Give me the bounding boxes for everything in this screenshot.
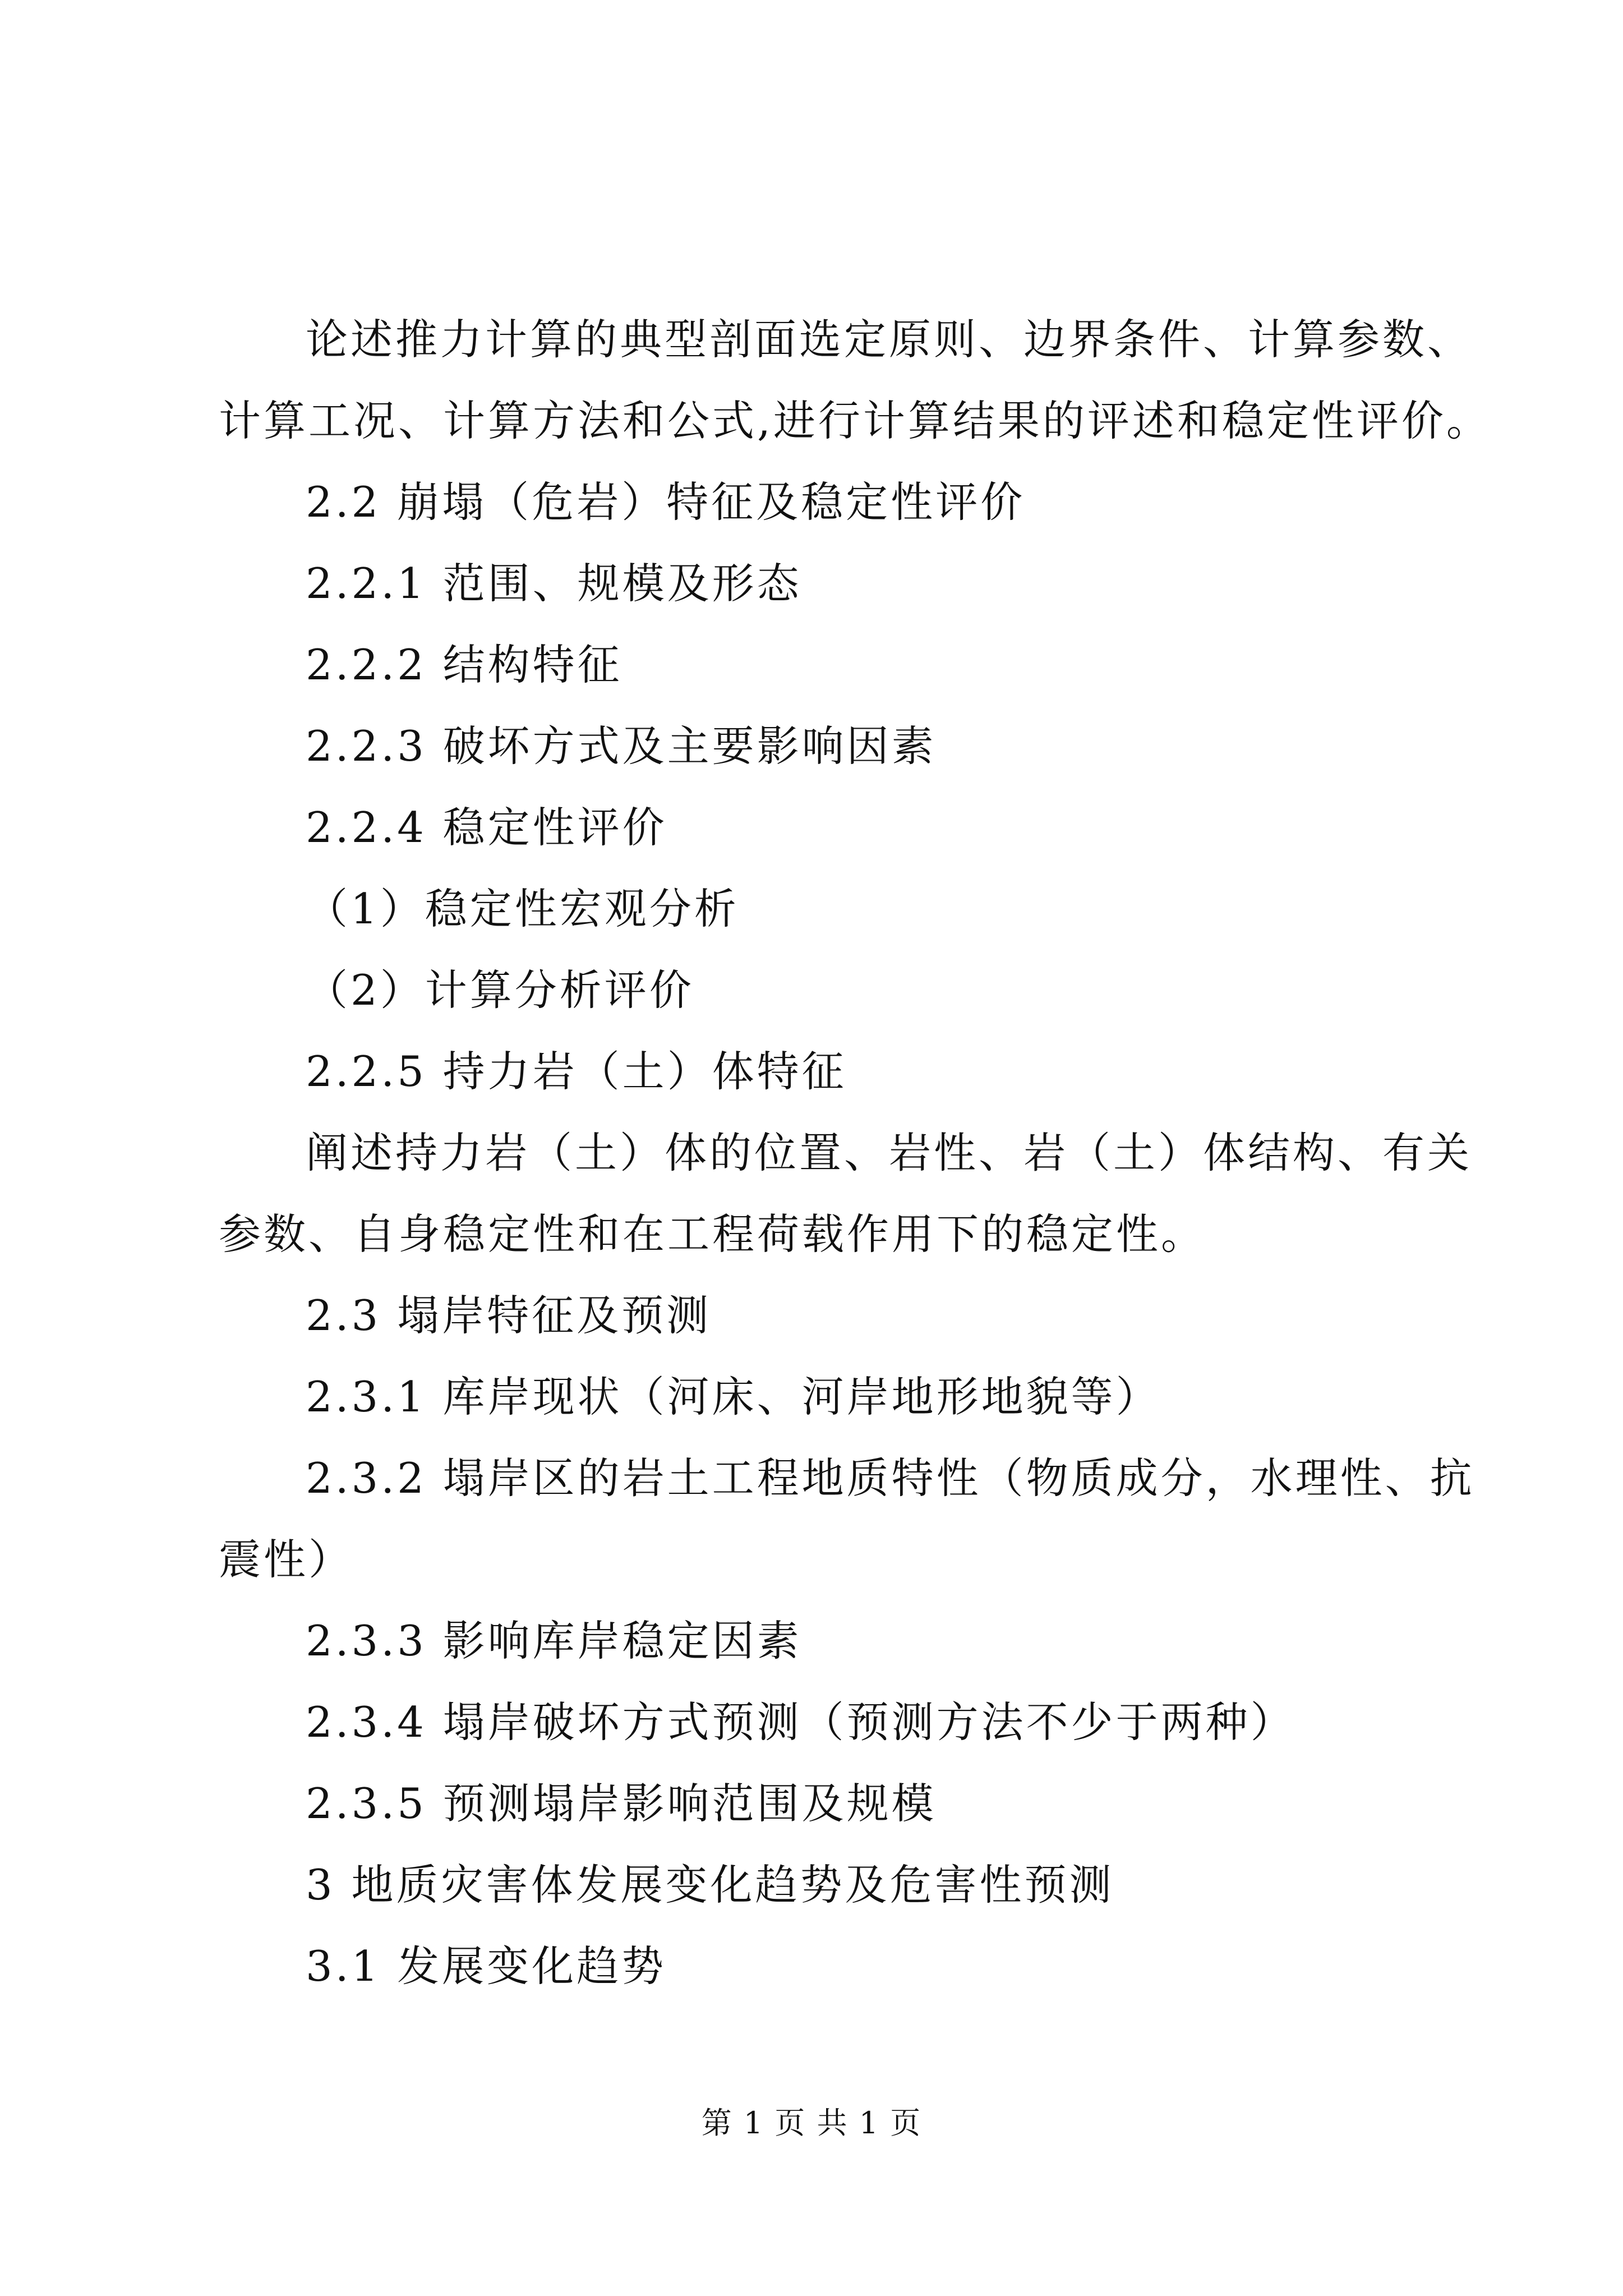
- heading-2-3-1: 2.3.1 库岸现状（河床、河岸地形地貌等）: [306, 1372, 1161, 1421]
- heading-2-2: 2.2 崩塌（危岩）特征及稳定性评价: [306, 477, 1026, 527]
- heading-2-3-2-line-2: 震性）: [219, 1535, 354, 1584]
- heading-2-2-3: 2.2.3 破坏方式及主要影响因素: [306, 721, 937, 771]
- list-item-1: （1）稳定性宏观分析: [306, 884, 739, 933]
- paragraph-2-line-1: 阐述持力岩（土）体的位置、岩性、岩（土）体结构、有关: [306, 1128, 1473, 1177]
- paragraph-1-line-2: 计算工况、计算方法和公式,进行计算结果的评述和稳定性评价。: [219, 396, 1491, 445]
- heading-2-3: 2.3 塌岸特征及预测: [306, 1291, 712, 1340]
- heading-3-1: 3.1 发展变化趋势: [306, 1941, 667, 1991]
- heading-2-2-1: 2.2.1 范围、规模及形态: [306, 559, 802, 608]
- paragraph-1-line-1: 论述推力计算的典型剖面选定原则、边界条件、计算参数、: [306, 315, 1473, 364]
- heading-2-3-2-line-1: 2.3.2 塌岸区的岩土工程地质特性（物质成分，水理性、抗: [306, 1453, 1475, 1503]
- list-item-2: （2）计算分析评价: [306, 965, 694, 1015]
- page-number-footer: 第 1 页 共 1 页: [701, 2105, 922, 2141]
- heading-2-3-4: 2.3.4 塌岸破坏方式预测（预测方法不少于两种）: [306, 1697, 1295, 1747]
- heading-2-2-5: 2.2.5 持力岩（土）体特征: [306, 1047, 847, 1096]
- heading-2-2-2: 2.2.2 结构特征: [306, 640, 623, 689]
- heading-2-3-3: 2.3.3 影响库岸稳定因素: [306, 1616, 802, 1665]
- heading-2-2-4: 2.2.4 稳定性评价: [306, 803, 667, 852]
- heading-2-3-5: 2.3.5 预测塌岸影响范围及规模: [306, 1779, 937, 1828]
- heading-3: 3 地质灾害体发展变化趋势及危害性预测: [306, 1860, 1114, 1910]
- paragraph-2-line-2: 参数、自身稳定性和在工程荷载作用下的稳定性。: [219, 1209, 1206, 1259]
